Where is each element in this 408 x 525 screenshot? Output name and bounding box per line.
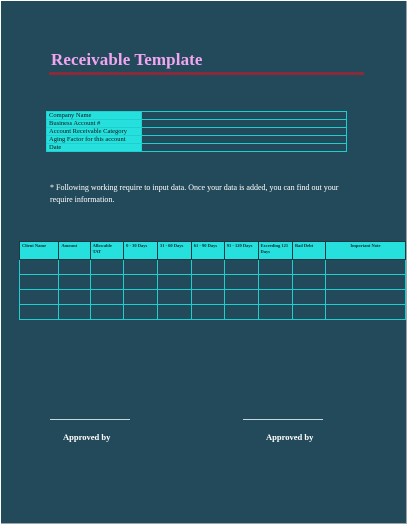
info-label: Business Account #	[47, 120, 142, 128]
signature-line-left	[50, 419, 130, 420]
table-cell[interactable]	[325, 290, 405, 305]
table-cell[interactable]	[90, 260, 123, 275]
info-label: Account Receivable Category	[47, 128, 142, 136]
table-cell[interactable]	[20, 260, 59, 275]
table-cell[interactable]	[191, 305, 224, 320]
table-cell[interactable]	[124, 260, 158, 275]
table-cell[interactable]	[157, 275, 191, 290]
table-cell[interactable]	[20, 290, 59, 305]
table-row	[20, 275, 406, 290]
table-cell[interactable]	[325, 305, 405, 320]
info-value-field[interactable]	[142, 136, 347, 144]
company-info-table	[46, 111, 347, 152]
table-row	[20, 260, 406, 275]
table-cell[interactable]	[59, 305, 90, 320]
column-header: Allowable TAT	[90, 242, 123, 260]
table-cell[interactable]	[20, 275, 59, 290]
receivables-table	[19, 241, 406, 320]
table-cell[interactable]	[292, 305, 325, 320]
info-label: Aging Factor for this account	[47, 136, 142, 144]
column-header: 31 - 60 Days	[157, 242, 191, 260]
table-cell[interactable]	[124, 290, 158, 305]
table-cell[interactable]	[191, 290, 224, 305]
table-cell[interactable]	[191, 275, 224, 290]
table-cell[interactable]	[224, 305, 258, 320]
table-cell[interactable]	[258, 260, 292, 275]
info-row	[47, 128, 347, 136]
info-row	[47, 144, 347, 152]
column-header: Amount	[59, 242, 90, 260]
column-header: 0 - 30 Days	[124, 242, 158, 260]
info-value-field[interactable]	[142, 112, 347, 120]
table-cell[interactable]	[59, 290, 90, 305]
table-cell[interactable]	[258, 305, 292, 320]
document-page	[1, 1, 407, 524]
table-cell[interactable]	[224, 275, 258, 290]
table-cell[interactable]	[59, 260, 90, 275]
info-row	[47, 112, 347, 120]
info-row	[47, 136, 347, 144]
table-cell[interactable]	[191, 260, 224, 275]
table-cell[interactable]	[124, 275, 158, 290]
approved-by-right: Approved by	[266, 432, 314, 442]
info-label: Date	[47, 144, 142, 152]
info-value-field[interactable]	[142, 128, 347, 136]
table-cell[interactable]	[292, 260, 325, 275]
column-header: Client Name	[20, 242, 59, 260]
info-label: Company Name	[47, 112, 142, 120]
column-header: 61 - 90 Days	[191, 242, 224, 260]
table-cell[interactable]	[157, 290, 191, 305]
table-cell[interactable]	[90, 275, 123, 290]
approved-by-left: Approved by	[63, 432, 111, 442]
column-header: 91 - 120 Days	[224, 242, 258, 260]
table-cell[interactable]	[325, 260, 405, 275]
table-cell[interactable]	[325, 275, 405, 290]
table-cell[interactable]	[90, 290, 123, 305]
instruction-note: * Following working require to input data. Once your data is added, you can find out your require information.	[50, 183, 339, 204]
title-underline	[49, 72, 364, 75]
table-row	[20, 290, 406, 305]
info-value-field[interactable]	[142, 120, 347, 128]
table-cell[interactable]	[157, 305, 191, 320]
table-cell[interactable]	[224, 260, 258, 275]
table-cell[interactable]	[124, 305, 158, 320]
table-row	[20, 305, 406, 320]
table-cell[interactable]	[292, 275, 325, 290]
table-cell[interactable]	[224, 290, 258, 305]
document-title: Receivable Template	[51, 50, 203, 69]
table-cell[interactable]	[20, 305, 59, 320]
info-value-field[interactable]	[142, 144, 347, 152]
table-cell[interactable]	[292, 290, 325, 305]
table-cell[interactable]	[90, 305, 123, 320]
column-header: Exceeding 121 Days	[258, 242, 292, 260]
signature-line-right	[243, 419, 323, 420]
column-header: Important Note	[325, 242, 405, 260]
info-row	[47, 120, 347, 128]
table-cell[interactable]	[258, 275, 292, 290]
table-cell[interactable]	[59, 275, 90, 290]
table-cell[interactable]	[258, 290, 292, 305]
table-cell[interactable]	[157, 260, 191, 275]
column-header: Bad Debt	[292, 242, 325, 260]
